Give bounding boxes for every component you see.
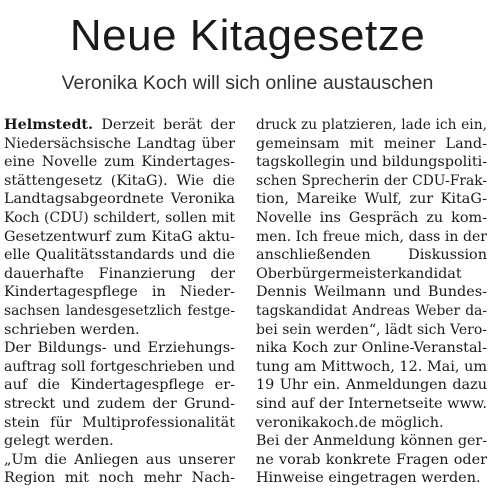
body-line: ne vorab konkrete Fragen oder — [256, 451, 487, 468]
article-column-left — [4, 116, 235, 488]
body-line: Novelle ins Gespräch zu kom- — [256, 209, 487, 226]
body-line: schen Sprecherin der CDU-Frak- — [256, 172, 487, 189]
body-line: bei sein werden“, lädt sich Vero- — [256, 321, 487, 338]
body-line: nika Koch zur Online-Veranstal- — [256, 340, 487, 357]
body-line: Kindertagespflege in Nieder- — [4, 284, 235, 301]
body-line: Bei der Anmeldung können ger- — [256, 433, 487, 450]
body-line: „Um die Anliegen aus unserer — [4, 451, 235, 468]
body-line: tion, Mareike Wulf, zur KitaG- — [256, 191, 487, 208]
body-line: stein für Multiprofessionalität — [4, 414, 235, 431]
body-line: stättengesetz (KitaG). Wie die — [4, 172, 235, 189]
body-line: Niedersächsische Landtag über — [4, 135, 235, 152]
body-line: Dennis Weilmann und Bundes- — [256, 284, 487, 301]
body-line: Hinweise eingetragen werden. — [256, 470, 481, 487]
body-line: men. Ich freue mich, dass in der — [256, 228, 487, 245]
article-subline: Veronika Koch will sich online austauschen — [61, 72, 434, 94]
body-line: tagskollegin und bildungspoliti- — [256, 154, 488, 171]
body-line: tagskandidat Andreas Weber da- — [256, 302, 487, 319]
body-line: gelegt werden. — [4, 433, 114, 450]
dateline-place: Helmstedt. — [4, 116, 94, 133]
body-line: sachsen landesgesetzlich festge- — [4, 302, 235, 319]
body-line: Region mit noch mehr Nach- — [4, 470, 235, 487]
body-line: Der Bildungs- und Erziehungs- — [4, 340, 235, 357]
body-line: Helmstedt. Derzeit berät der — [4, 116, 235, 133]
body-line: dauerhafte Finanzierung der — [4, 265, 235, 282]
article-column-right — [256, 116, 487, 488]
body-line: anschließenden Diskussion — [256, 247, 487, 264]
body-line: veronikakoch.de möglich. — [256, 414, 444, 431]
body-line: Koch (CDU) schildert, sollen mit — [4, 209, 235, 226]
body-line: 19 Uhr ein. Anmeldungen dazu — [256, 377, 487, 394]
body-line: auf die Kindertagespflege er- — [4, 377, 235, 394]
body-line: Gesetzentwurf zum KitaG aktu- — [4, 228, 235, 245]
body-line: elle Qualitätsstandards und die — [4, 247, 235, 264]
body-line: Oberbürgermeisterkandidat — [256, 265, 462, 282]
body-line: eine Novelle zum Kindertages- — [4, 154, 235, 171]
body-line: druck zu platzieren, lade ich ein, — [256, 117, 487, 133]
body-line: streckt und zudem der Grund- — [4, 395, 235, 412]
body-line: gemeinsam mit meiner Land- — [256, 135, 487, 152]
body-line: sind auf der Internetseite www. — [256, 395, 487, 412]
body-line: tung am Mittwoch, 12. Mai, um — [256, 358, 487, 375]
body-line: Landtagsabgeordnete Veronika — [4, 191, 235, 208]
body-line: schrieben werden. — [4, 321, 140, 338]
body-line: auftrag soll fortgeschrieben und — [4, 358, 235, 375]
article-headline: Neue Kitagesetze — [69, 11, 426, 60]
